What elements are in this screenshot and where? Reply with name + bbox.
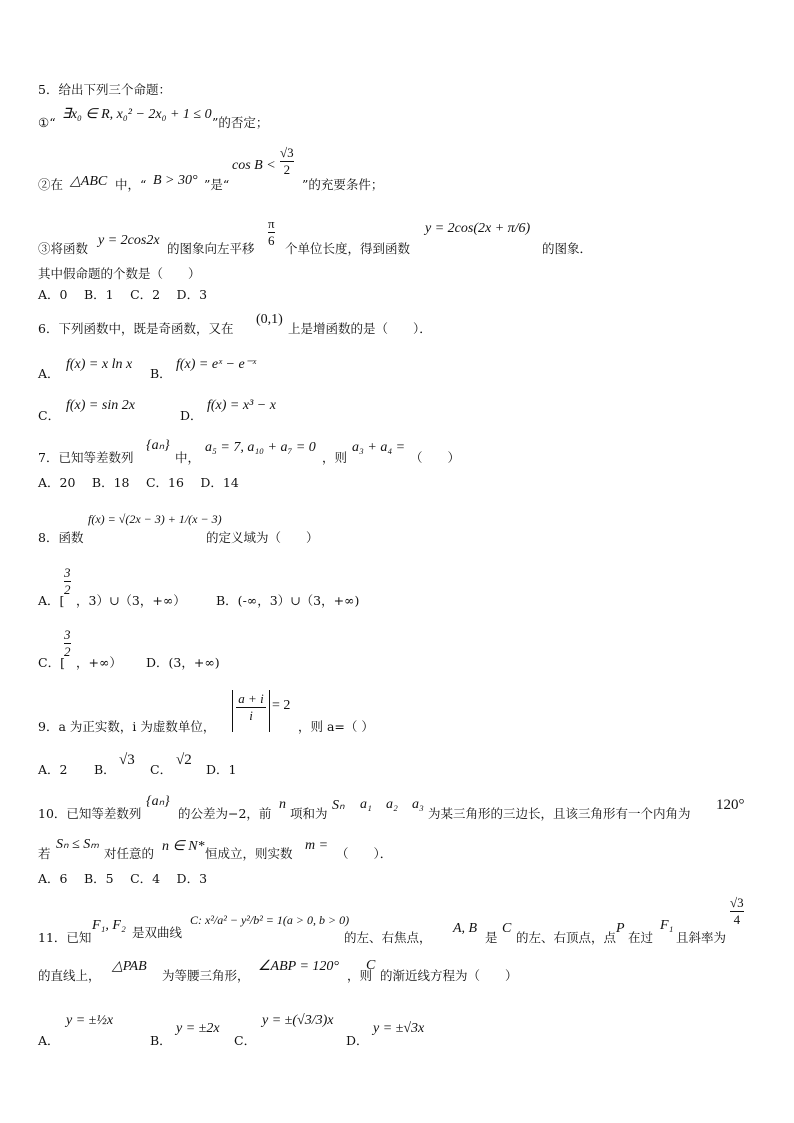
q8-function: f(x) = √(2x − 3) + 1/(x − 3) [88,512,222,526]
q10-sn: Sₙ [332,798,345,813]
q6-option-d-math: f(x) = x³ − x [207,398,276,413]
q7-target: a₃ + a₄ = [352,440,406,455]
q9-absolute-value [232,690,270,732]
q6-stem-prefix: 6．下列函数中，既是奇函数，又在 [38,321,234,336]
q6-stem-suffix: 上是增函数的是（ ）． [288,321,432,336]
q10-line2-prefix: 若 [38,846,51,861]
q8-option-a-num: 3 [64,565,71,580]
q6-option-d-label: D． [180,408,203,423]
q5-prop3-shift-num: π [268,216,275,231]
q8-option-d: D．(3，+∞) [146,655,220,670]
q9-eq-den: i [249,707,253,723]
q11-line1-mid4: 的左、右顶点，点 [516,930,617,945]
q5-prop2-num: √3 [280,145,294,160]
q11-option-b-math: y = ±2x [176,1021,220,1036]
q10-a2: a₂ [386,797,398,812]
q5-prop2-mid2: ”是“ [204,177,230,192]
q5-prop1-math: ∃x₀ ∈ R, x₀² − 2x₀ + 1 ≤ 0 [62,107,212,122]
q5-prop2-triangle: △ABC [70,174,108,189]
q9-eq-rhs: = 2 [272,698,291,713]
q5-prop3-g: y = 2cos(2x + π/6) [425,221,531,236]
q9-option-d: D．1 [206,762,237,777]
q9-option-c-value: √2 [176,752,192,768]
q5-prop3-shift-den: 6 [268,232,275,248]
q9-eq-num: a + i [238,691,264,706]
q7-condition: a₅ = 7, a₁₀ + a₇ = 0 [205,440,316,455]
q11-line1-mid2: 的左、右焦点， [344,930,432,945]
q7-sequence: {aₙ} [146,438,170,453]
q5-ask: 其中假命题的个数是（ ） [38,266,201,281]
q5-prop3-shift [268,217,275,247]
q10-sequence: {aₙ} [146,794,170,809]
q8-option-a-rest: ，3）∪（3，+∞） [76,593,186,608]
q11-option-d-math: y = ±√3x [373,1021,425,1036]
q10-a3: a₃ [412,797,424,812]
q10-line2-mid2: 恒成立，则实数 [205,846,293,861]
q8-option-a-label: A．[ [38,593,65,608]
q11-foci: F₁, F₂ [92,918,126,933]
q5-prop3-suffix: 的图象． [542,241,593,256]
q11-triangle: △PAB [112,959,147,974]
q11-line1-mid: 是双曲线 [132,925,183,940]
q10-m: m = [305,838,329,853]
q8-option-c-label: C．[ [38,655,65,670]
q11-line1-prefix: 11．已知 [38,930,92,945]
q10-angle: 120° [716,797,745,813]
q6-option-a-label: A． [38,366,60,381]
q10-line2-mid: 对任意的 [104,846,155,861]
q11-c2: C [366,958,376,973]
q8-option-a-den: 2 [64,581,71,597]
q5-options: A．0 B．1 C．2 D．3 [38,287,208,302]
q10-n-in-n: n ∈ N* [162,839,205,854]
q9-stem-prefix: 9．a 为正实数，i 为虚数单位， [38,719,216,734]
q5-prop1-suffix: ”的否定； [212,115,269,130]
q11-line2-mid2: ，则 [347,968,373,983]
q6-option-b-math: f(x) = eˣ − e⁻ˣ [176,357,257,372]
q10-line1-mid2: 项和为 [290,806,328,821]
q7-stem-prefix: 7．已知等差数列 [38,450,134,465]
q5-prop2-cos: cos B < [232,158,276,173]
q6-option-c-label: C． [38,408,61,423]
q11-slope-den: 4 [733,911,741,927]
q11-c: C [502,921,512,936]
q5-stem: 5．给出下列三个命题： [38,82,171,97]
q8-option-c-rest: ，+∞） [76,655,122,670]
q8-stem-suffix: 的定义域为（ ） [206,530,319,545]
q7-suffix: （ ） [410,450,461,465]
q5-prop2-den: 2 [283,161,291,177]
q11-option-a-label: A． [38,1033,60,1048]
q5-prop2-condition: B > 30° [153,173,198,188]
q11-line2-mid: 为等腰三角形， [162,968,250,983]
q5-prop1-prefix: ①“ [38,115,56,130]
q8-option-c-num: 3 [64,627,71,642]
q9-fraction [236,692,266,722]
q5-prop3-mid2: 个单位长度，得到函数 [285,241,411,256]
q11-vertices: A, B [453,921,478,936]
q9-option-b-label: B． [94,762,116,777]
q5-prop3-f: y = 2cos2x [98,233,160,248]
q6-option-a-math: f(x) = x ln x [66,357,133,372]
q7-mid2: ，则 [322,450,348,465]
q5-prop2-prefix: ②在 [38,177,64,192]
q10-n: n [279,797,286,812]
q11-line1-mid6: 且斜率为 [676,930,727,945]
q5-prop2-suffix: ”的充要条件； [302,177,384,192]
q10-line2-suffix: （ ）． [336,846,393,861]
q9-stem-suffix: ，则 a=（ ） [298,719,374,734]
q10-line1-mid: 的公差为−2，前 [178,806,272,821]
q8-option-c-fraction [64,628,71,658]
q11-option-c-label: C． [234,1033,257,1048]
q9-option-b-value: √3 [119,752,135,768]
q5-prop2-mid1: 中，“ [115,177,147,192]
q7-options: A．20 B．18 C．16 D．14 [38,475,239,490]
q11-angle: ∠ABP = 120° [258,959,339,974]
q9-option-c-label: C． [150,762,173,777]
q11-curve: C: x²/a² − y²/b² = 1(a > 0, b > 0) [190,913,350,927]
q11-option-a-math: y = ±½x [66,1013,114,1028]
q10-a1: a₁ [360,797,372,812]
q6-option-c-math: f(x) = sin 2x [66,398,135,413]
q8-option-a-fraction [64,566,71,596]
q6-interval: (0,1) [256,312,283,327]
q11-option-b-label: B． [150,1033,172,1048]
q8-stem-prefix: 8．函数 [38,530,84,545]
q10-options: A．6 B．5 C．4 D．3 [38,871,208,886]
q10-line1-prefix: 10．已知等差数列 [38,806,142,821]
q5-prop2-fraction [280,146,294,176]
q11-line1-mid5: 在过 [628,930,654,945]
q7-mid: 中， [175,450,201,465]
q11-line2-suffix: 的渐近线方程为（ ） [380,968,518,983]
q9-option-a: A．2 [38,762,68,777]
q8-option-c-den: 2 [64,643,71,659]
q11-slope-num: √3 [730,895,744,910]
q8-option-b: B．(-∞，3）∪（3，+∞) [216,593,360,608]
q10-line1-suffix: 为某三角形的三边长，且该三角形有一个内角为 [428,806,691,821]
q6-option-b-label: B． [150,366,172,381]
q5-prop3-mid1: 的图象向左平移 [167,241,255,256]
q11-line1-mid3: 是 [485,930,498,945]
q11-line2-prefix: 的直线上， [38,968,101,983]
q10-inequality: Sₙ ≤ Sₘ [56,837,99,852]
q11-option-d-label: D． [346,1033,369,1048]
q11-slope [730,896,744,926]
q5-prop3-prefix: ③将函数 [38,241,89,256]
q11-f1: F₁ [660,918,674,933]
q11-option-c-math: y = ±(√3/3)x [262,1013,334,1028]
q11-p: P [616,921,625,936]
